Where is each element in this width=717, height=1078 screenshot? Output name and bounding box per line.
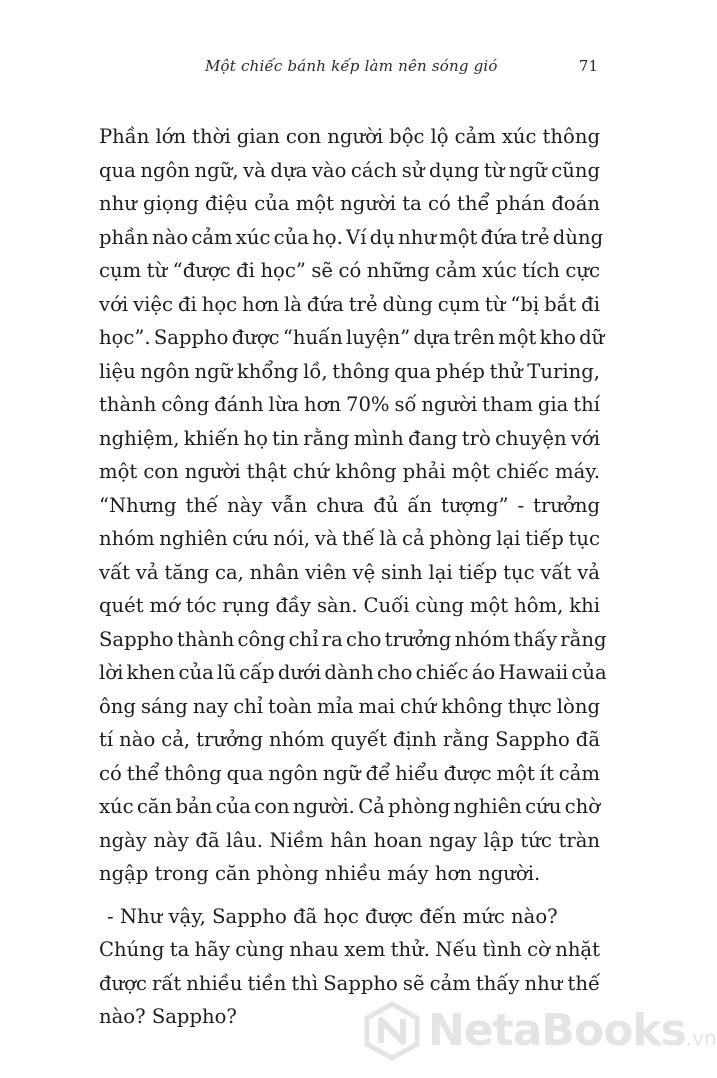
page-number: 71 xyxy=(578,57,598,75)
text-line: “Nhưng thế này vẫn chưa đủ ấn tượng” - trưởng xyxy=(99,493,600,517)
watermark-text xyxy=(428,1005,717,1056)
text-line: như giọng điệu của một người ta có thể phán đoán xyxy=(99,192,600,215)
text-line: Sappho thành công chỉ ra cho trưởng nhóm thấy rằng xyxy=(99,627,607,651)
paragraph xyxy=(99,120,607,891)
watermark-brand: NetaBooks xyxy=(428,1005,686,1056)
text-line: nhóm nghiên cứu nói, và thế là cả phòng lại tiếp tục xyxy=(99,527,600,550)
text-line: ngập trong căn phòng nhiều máy hơn người. xyxy=(99,862,541,885)
text-line: qua ngôn ngữ, và dựa vào cách sử dụng từ ngữ cũng xyxy=(99,158,600,182)
text-line: Chúng ta hãy cùng nhau xem thử. Nếu tình cờ nhặt xyxy=(99,938,600,961)
watermark xyxy=(362,997,717,1069)
text-line: nghiệm, khiến họ tin rằng mình đang trò chuyện với xyxy=(99,426,600,450)
text-line: xúc căn bản của con người. Cả phòng nghiên cứu chờ xyxy=(99,795,600,818)
text-line: học”. Sappho được “huấn luyện” dựa trên một kho dữ xyxy=(99,326,605,349)
text-line: với việc đi học hơn là đứa trẻ dùng cụm từ “bị bắt đi xyxy=(99,292,600,316)
text-line: phần nào cảm xúc của họ. Ví dụ như một đứa trẻ dùng xyxy=(99,225,604,249)
text-line: có thể thông qua ngôn ngữ để hiểu được một ít cảm xyxy=(99,761,600,785)
text-line: lời khen của lũ cấp dưới dành cho chiếc áo Hawaii của xyxy=(99,661,607,684)
text-line: thành công đánh lừa hơn 70% số người tham gia thí xyxy=(99,393,600,416)
text-line: - Như vậy, Sappho đã học được đến mức nào? xyxy=(107,904,558,928)
watermark-suffix: .vn xyxy=(685,1026,717,1050)
body-text xyxy=(99,120,607,1034)
text-line: cụm từ “được đi học” sẽ có những cảm xúc tích cực xyxy=(99,259,600,282)
text-line: ngày này đã lâu. Niềm hân hoan ngay lập tức tràn xyxy=(99,828,600,852)
text-line: nào? Sappho? xyxy=(99,1005,237,1028)
text-line: tí nào cả, trưởng nhóm quyết định rằng Sappho đã xyxy=(99,728,600,751)
text-line: ông sáng nay chỉ toàn mỉa mai chứ không thực lòng xyxy=(99,694,600,718)
running-header xyxy=(0,57,700,81)
text-line: quét mớ tóc rụng đầy sàn. Cuối cùng một hôm, khi xyxy=(99,594,600,617)
text-line: liệu ngôn ngữ khổng lồ, thông qua phép thử Turing, xyxy=(99,359,600,383)
text-line: một con người thật chứ không phải một chiếc máy. xyxy=(99,460,600,483)
text-line: vất vả tăng ca, nhân viên vệ sinh lại tiếp tục vất vả xyxy=(99,560,600,584)
running-header-title: Một chiếc bánh kếp làm nên sóng gió xyxy=(205,57,498,75)
netabooks-logo-icon xyxy=(362,1001,422,1061)
text-line: được rất nhiều tiền thì Sappho sẽ cảm thấy như thế xyxy=(99,971,600,995)
text-line: Phần lớn thời gian con người bộc lộ cảm xúc thông xyxy=(99,125,600,148)
